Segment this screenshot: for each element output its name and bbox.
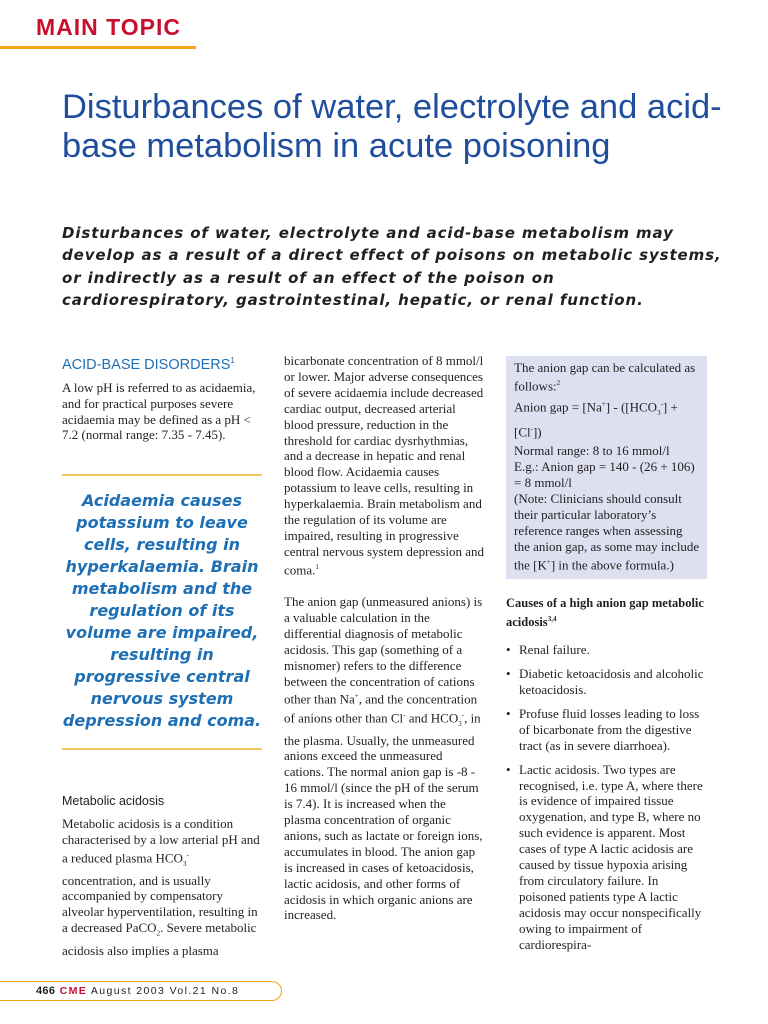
- metabolic-acidosis-paragraph: Metabolic acidosis is a condition characterised by a low arterial pH and a reduced plasma $HCO_3^-$ concentration, and is usually accompanied by compensatory alveolar hyperventilation, resulting in a decreased PaCO$_2$. Severe metabolic acidosis also implies a plasma: [62, 815, 260, 958]
- box-normal-range: Normal range: 8 to 16 mmol/l: [514, 443, 670, 459]
- list-item: • Diabetic ketoacidosis and alcoholic ketoacidosis.: [506, 666, 706, 698]
- article-standfirst: Disturbances of water, electrolyte and acid-base metabolism may develop as a result of a direct effect of poisons on metabolic systems, or indirectly as a result of an effect of the poison on cardiorespiratory, gastrointestinal, hepatic, or renal function.: [62, 224, 722, 309]
- box-intro-text: The anion gap can be calculated as follows:: [514, 360, 696, 394]
- list-item: • Profuse fluid losses leading to loss of bicarbonate from the digestive tract (as in severe diarrhoea).: [506, 706, 706, 754]
- issue-info: August 2003 Vol.21 No.8: [90, 985, 240, 997]
- pull-quote: [62, 474, 262, 750]
- column-2-paragraph-1: bicarbonate concentration of 8 mmol/l or lower. Major adverse consequences of severe acidaemia include decreased cardiac output, decreased arterial blood pressure, reduction in the threshold for cardiac dysrhythmias, and a decrease in hepatic and renal blood flow. Acidaemia causes potassium to leave cells, resulting in hyperkalaemia. Brain metabolism and the regulation of its volume are impaired, resulting in progressive central nervous system depression and coma.$^1$: [284, 353, 485, 578]
- article-title: Disturbances of water, electrolyte and acid-base metabolism in acute poisoning: [62, 88, 722, 165]
- list-item: • Lactic acidosis. Two types are recognised, i.e. type A, where there is evidence of impaired tissue oxygenation, and type B, where no such evidence is apparent. Most cases of type A lactic acidosis are caused by tissue hypoxia arising from circulatory failure. In poisoned patients type A lactic acidosis may occur nonspecifically owing to impairment of cardiorespira-: [506, 762, 706, 953]
- section-heading-text: ACID-BASE DISORDERS: [62, 356, 231, 373]
- causes-heading: [506, 596, 706, 630]
- paragraph-ref: 1: [315, 562, 319, 571]
- section-heading-ref: 1: [230, 356, 235, 365]
- section-label-rule: [0, 46, 196, 49]
- pull-quote-text: Acidaemia causes potassium to leave cells, resulting in hyperkalaemia. Brain metabolism and the regulation of its volume are impaired, resulting in progressive central nervous system depression and coma.: [62, 491, 262, 730]
- column-2-paragraph-2: The anion gap (unmeasured anions) is a valuable calculation in the differential diagnosis of metabolic acidosis. This gap (something of a misnomer) refers to the difference between the concentration of cations other than Na+, and the concentration of anions other than Cl- and $HCO_3^-$, in the plasma. Usually, the unmeasured anions exceed the unmeasured cations. The normal anion gap is -8 - 16 mmol/l (since the pH of the serum is 7.4). It is increased when the plasma concentration of organic anions, such as lactate or foreign ions, accumulates in blood. The anion gap is increased in cases of ketoacidosis, lactic acidosis, and other forms of acidosis in which organic anions are increased.: [284, 594, 483, 923]
- causes-section: [506, 596, 706, 960]
- pull-quote-bottom-rule: [62, 748, 262, 750]
- footer: [36, 985, 239, 997]
- box-formula: Anion gap = $[Na^+] - ([HCO_3^-] + [Cl^-])$: [514, 399, 678, 440]
- box-note: (Note: Clinicians should consult their particular laboratory’s reference ranges when assessing the anion gap, as some may include the [K+] in the above formula.): [514, 490, 700, 572]
- box-intro: The anion gap can be calculated as follows:$^2$: [514, 360, 696, 394]
- page-number: 466: [36, 985, 56, 997]
- subheading: Metabolic acidosis: [62, 794, 165, 808]
- box-example: E.g.: Anion gap = 140 - (26 + 106) = 8 mmol/l: [514, 459, 695, 491]
- causes-list: [506, 642, 706, 952]
- anion-gap-box: [506, 356, 707, 579]
- journal-name: CME: [59, 985, 88, 997]
- section-intro-paragraph: A low pH is referred to as acidaemia, and for practical purposes severe acidaemia may be defined as a pH < 7.2 (normal range: 7.35 - 7.45).: [62, 379, 256, 443]
- section-heading: [62, 353, 262, 374]
- causes-heading-ref: 3,4: [547, 614, 557, 623]
- pull-quote-top-rule: [62, 474, 262, 476]
- column-2: [284, 353, 484, 923]
- column-1: [62, 353, 262, 443]
- list-item: • Renal failure.: [506, 642, 706, 658]
- column-1-lower: [62, 794, 262, 959]
- section-label: MAIN TOPIC: [36, 14, 182, 40]
- causes-heading-text: Causes of a high anion gap metabolic acidosis: [506, 596, 704, 629]
